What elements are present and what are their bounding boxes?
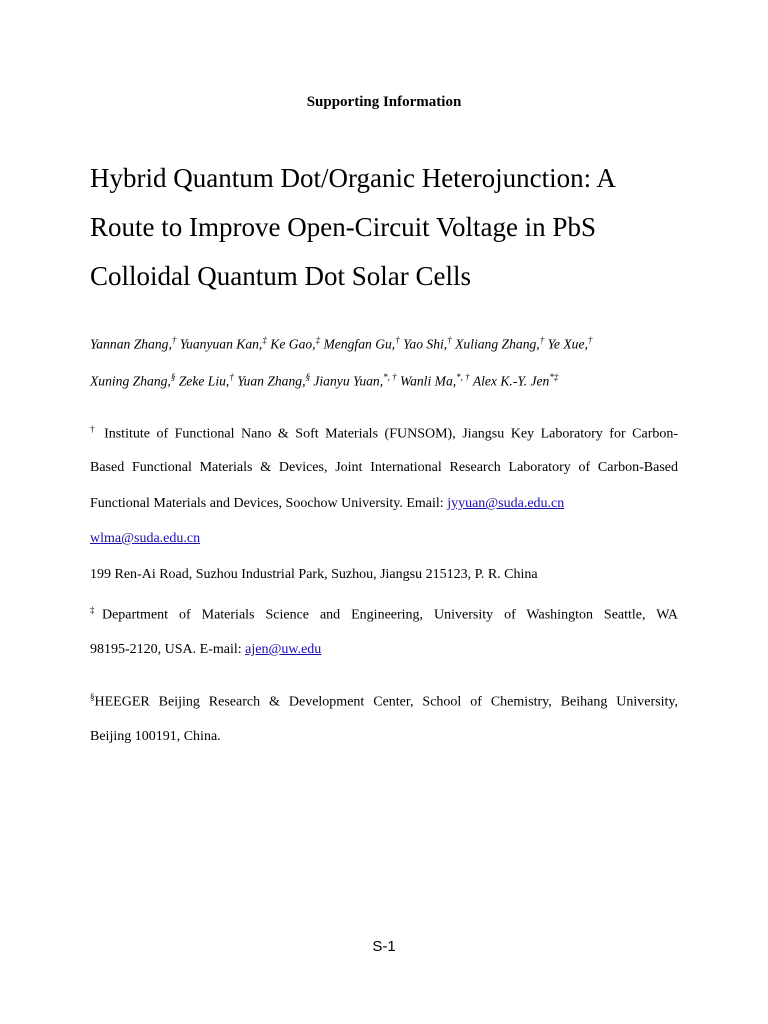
author-affiliation-mark: *‡ [549, 372, 559, 382]
affiliation-mark: ‡ [90, 605, 102, 615]
author-affiliation-mark: § [170, 372, 176, 382]
author-affiliation-mark: † [587, 335, 593, 345]
affiliation-funsom-line-3 [90, 496, 678, 512]
affiliation-mark: † [90, 424, 98, 434]
supporting-information-heading: Supporting Information [306, 94, 462, 110]
author-affiliation-mark: *, † [383, 372, 397, 382]
affiliation-funsom-line-2 [90, 460, 678, 476]
affiliation-mark: § [90, 692, 95, 702]
author-affiliation-mark: † [395, 335, 400, 345]
affiliation-uw-line-2 [90, 642, 678, 658]
author-affiliation-mark: † [539, 335, 545, 345]
author-name: Alex K.-Y. Jen [472, 373, 550, 389]
author-affiliation-mark: ‡ [262, 335, 267, 345]
affiliation-heeger-line-1 [90, 692, 678, 711]
affiliation-text: Department of Materials Science and Engineering, University of Washington Seattle, WA [101, 607, 679, 623]
affiliation-email-line [90, 531, 678, 547]
author-list-line-2 [90, 372, 690, 390]
affiliation-uw-line-1 [90, 605, 678, 624]
email-link-jyyuan[interactable]: jyyuan@suda.edu.cn [447, 496, 565, 511]
author-name: Xuning Zhang, [90, 373, 171, 389]
author-affiliation-mark: *, † [456, 372, 470, 382]
author-list-line-1 [90, 335, 690, 353]
author-affiliation-mark: § [305, 372, 310, 382]
email-link-wlma[interactable]: wlma@suda.edu.cn [90, 531, 201, 546]
author-name: Yuanyuan Kan, [179, 336, 263, 352]
author-name: Ke Gao, [270, 336, 316, 352]
author-name: Yao Shi, [403, 336, 448, 352]
author-name: Yuan Zhang, [237, 373, 306, 389]
title-line-3: Colloidal Quantum Dot Solar Cells [90, 261, 471, 291]
title-line-1: Hybrid Quantum Dot/Organic Heterojunction: A [90, 163, 616, 193]
author-affiliation-mark: † [171, 335, 177, 345]
author-name: Zeke Liu, [178, 373, 230, 389]
author-name: Ye Xue, [547, 336, 588, 352]
page-number: S-1 [372, 938, 396, 955]
author-name: Wanli Ma, [400, 373, 457, 389]
author-affiliation-mark: ‡ [315, 335, 321, 345]
email-link-ajen[interactable]: ajen@uw.edu [245, 642, 322, 657]
affiliation-text: Functional Materials and Devices, Soochow University. Email: [90, 496, 444, 511]
author-name: Xuliang Zhang, [455, 336, 540, 352]
author-name: Mengfan Gu, [323, 336, 396, 352]
paper-title [90, 154, 710, 301]
affiliation-text: 98195-2120, USA. E-mail: [90, 642, 242, 657]
affiliation-address: 199 Ren-Ai Road, Suzhou Industrial Park, Suzhou, Jiangsu 215123, P. R. China [90, 567, 538, 582]
affiliation-funsom-line-1 [90, 424, 678, 443]
affiliation-text: Institute of Functional Nano & Soft Materials (FUNSOM), Jiangsu Key Laboratory for Carbon- [104, 426, 679, 442]
affiliation-heeger-line-2: Beijing 100191, China. [90, 729, 221, 744]
title-line-2: Route to Improve Open-Circuit Voltage in PbS [90, 212, 596, 242]
affiliation-text: HEEGER Beijing Research & Development Center, School of Chemistry, Beihang University, [94, 694, 678, 710]
affiliation-text: Based Functional Materials & Devices, Joint International Research Laboratory of Carbon-Based [90, 460, 678, 475]
author-name: Yannan Zhang, [90, 336, 172, 352]
author-affiliation-mark: † [229, 372, 234, 382]
author-affiliation-mark: † [447, 335, 452, 345]
author-name: Jianyu Yuan, [313, 373, 384, 389]
